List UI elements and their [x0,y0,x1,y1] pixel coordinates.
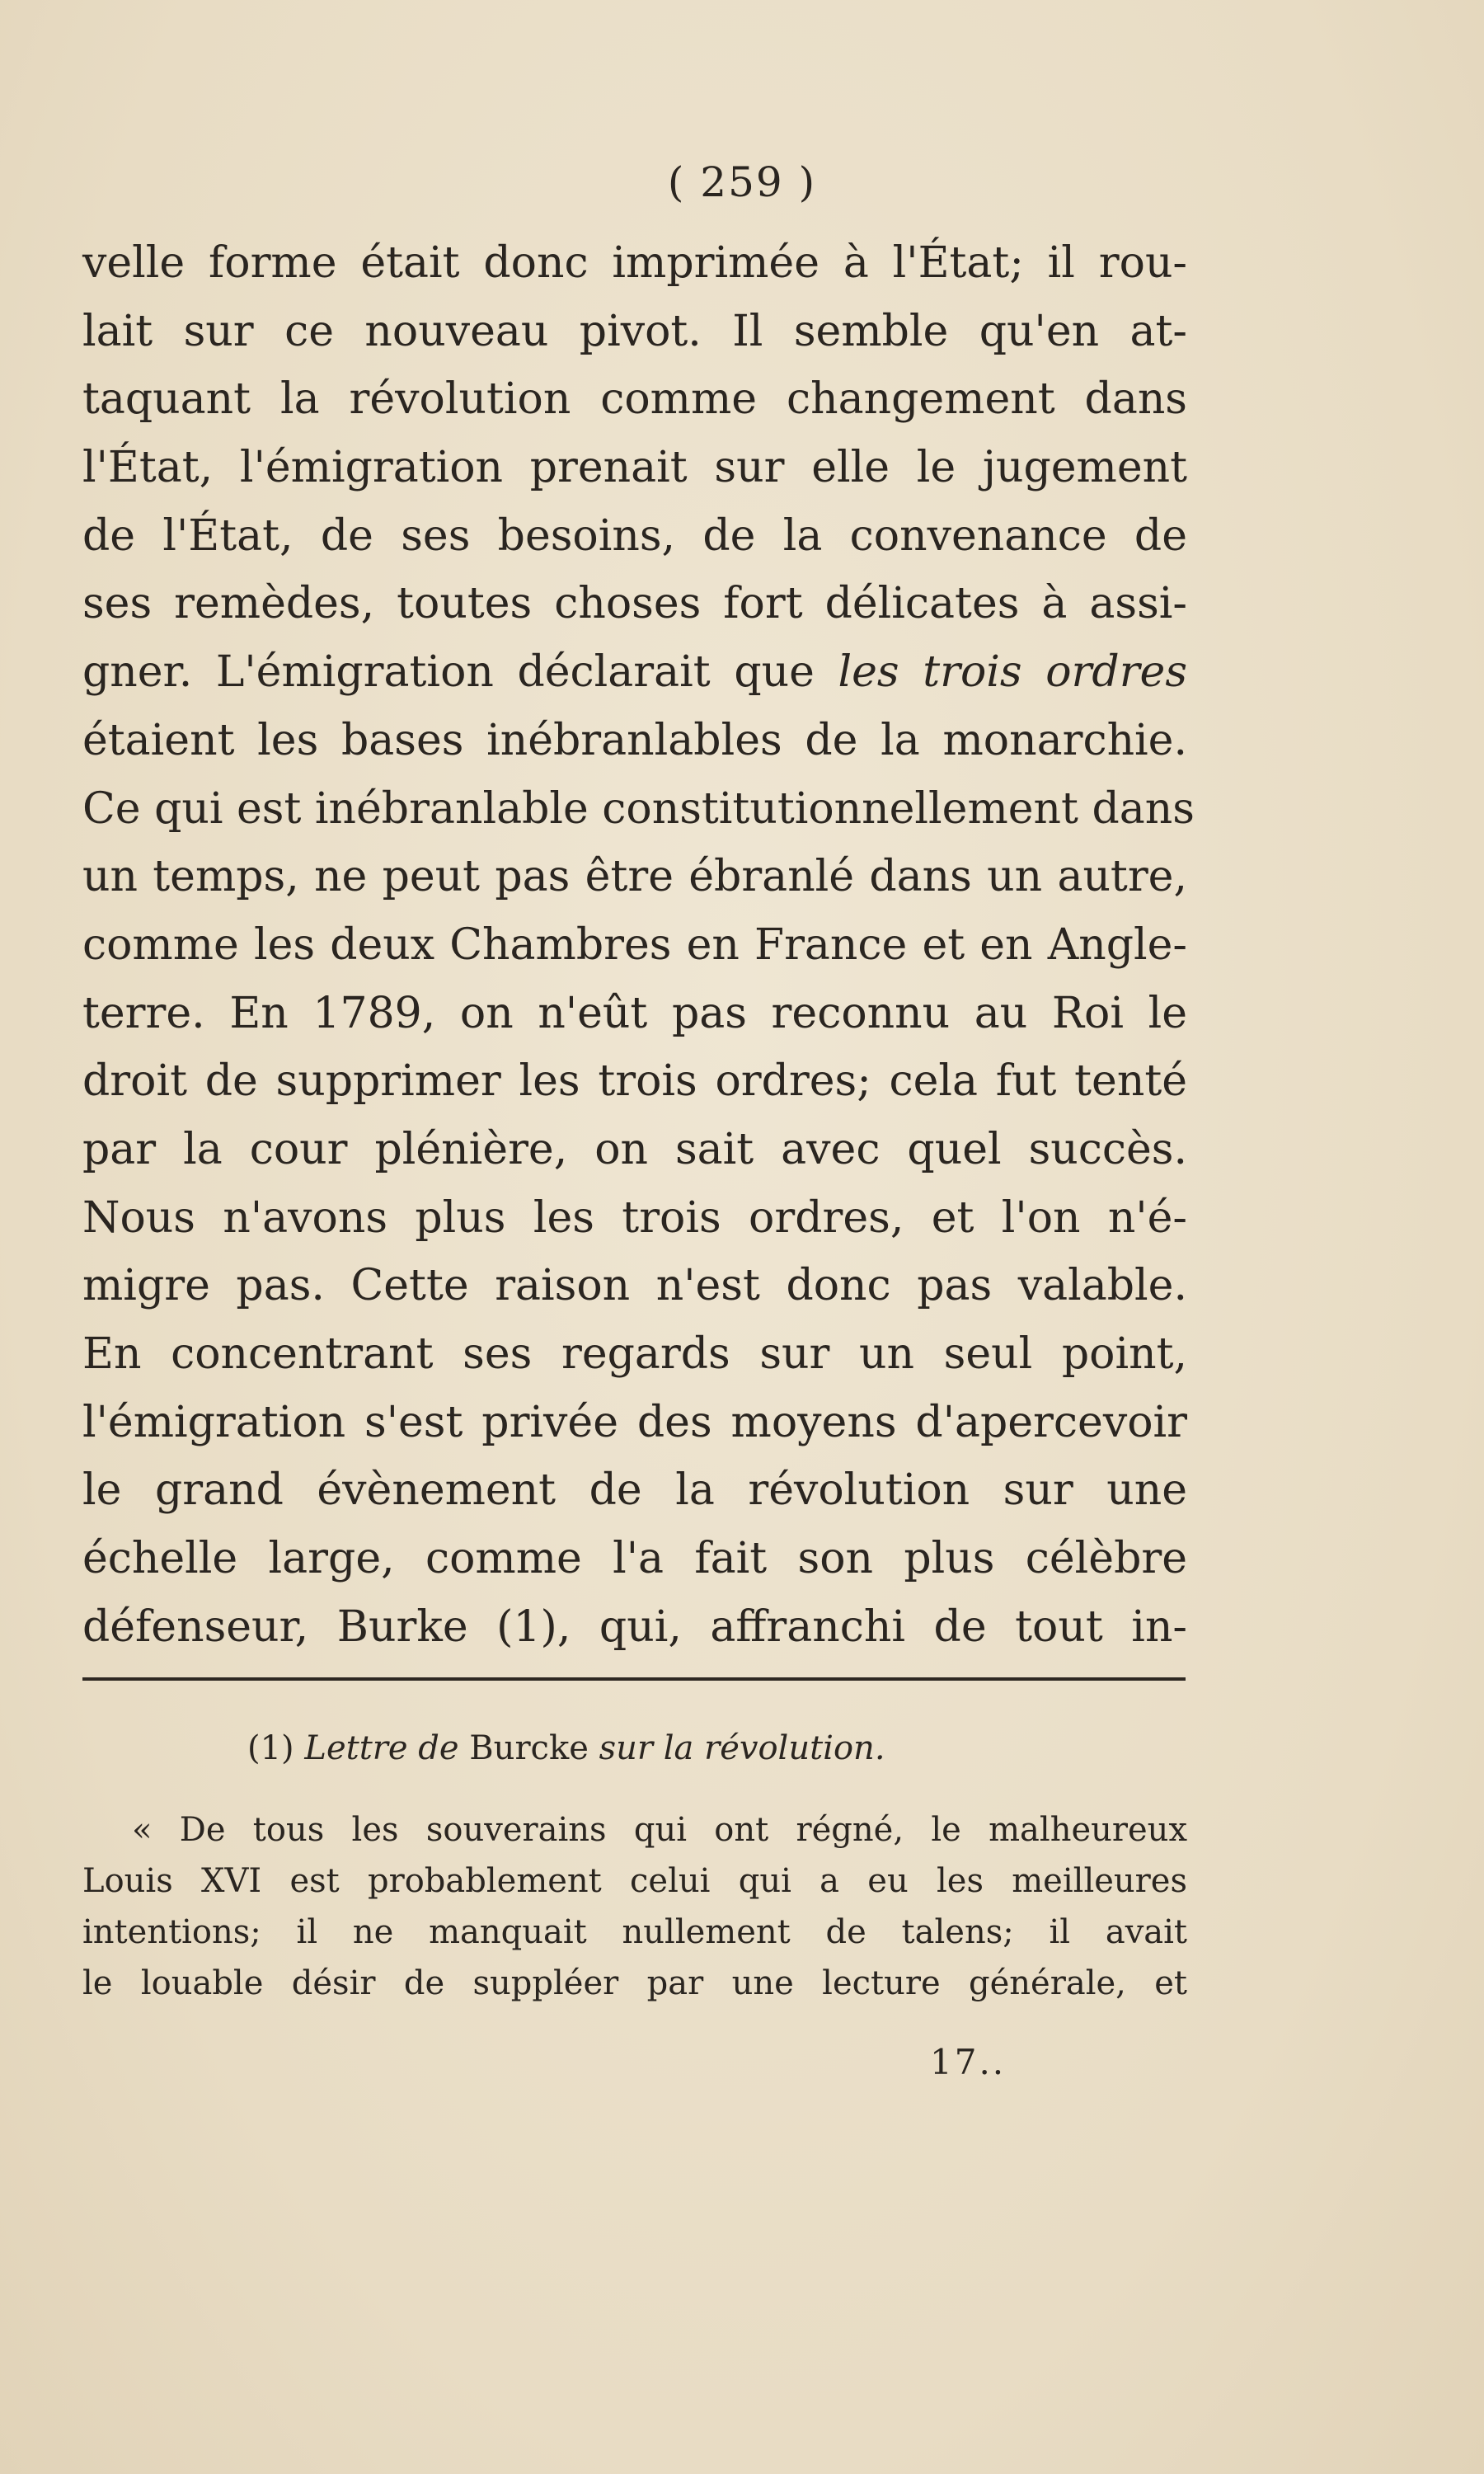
spacer [82,1781,1187,1804]
footnote-title-italic: Lettre de [304,1729,459,1767]
footnote-title-name: Burcke [469,1729,589,1767]
text-line: comme les deux Chambres en France et en Angle- [82,920,1187,970]
footnote-rule [82,1677,1186,1681]
text-line: le grand évènement de la révolution sur une [82,1465,1187,1516]
text-line: migre pas. Cette raison n'est donc pas valable. [82,1261,1187,1311]
text-line-with-italic [82,638,1187,707]
text-line: de l'État, de ses besoins, de la convenance de [82,510,1187,561]
footnote [82,1715,1187,2009]
text-line: étaient les bases inébranlables de la monarchie. [82,715,1187,765]
text-segment: gner. L'émigration déclarait que [82,647,815,698]
text-line: lait sur ce nouveau pivot. Il semble qu'en at- [82,306,1187,356]
page-number: ( 259 ) [667,158,817,206]
text-line: Ce qui est inébranlable constitutionnellement dans [82,783,1195,834]
text-line: ses remèdes, toutes choses fort délicates à assi- [82,579,1187,629]
footnote-line: intentions; il ne manquait nullement de talens; il avait [82,1913,1187,1951]
footnote-title [82,1715,1187,1781]
text-line: taquant la révolution comme changement dans [82,374,1187,425]
footnote-title-italic: sur la révolution. [599,1729,885,1767]
text-line: l'émigration s'est privée des moyens d'apercevoir [82,1397,1187,1447]
footnote-mark: (1) [247,1729,294,1767]
footnote-line: le louable désir de suppléer par une lecture générale, et [82,1964,1187,2002]
text-line: Nous n'avons plus les trois ordres, et l'on n'é- [82,1192,1187,1243]
footnote-line: « De tous les souverains qui ont régné, le malheureux [132,1811,1187,1849]
main-text [82,229,1195,1661]
text-line: défenseur, Burke (1), qui, affranchi de tout in- [82,1602,1187,1652]
text-line: par la cour plénière, on sait avec quel succès. [82,1124,1187,1174]
signature-catchword: 17.. [930,2042,1007,2082]
text-line: En concentrant ses regards sur un seul point, [82,1329,1187,1379]
footnote-line: Louis XVI est probablement celui qui a eu les meilleures [82,1862,1187,1900]
text-line: terre. En 1789, on n'eût pas reconnu au Roi le [82,988,1187,1038]
text-line: l'État, l'émigration prenait sur elle le jugement [82,443,1187,493]
italic-phrase: les trois ordres [838,647,1188,698]
text-line: échelle large, comme l'a fait son plus célèbre [82,1534,1187,1584]
text-line: un temps, ne peut pas être ébranlé dans un autre, [82,852,1187,902]
text-line: droit de supprimer les trois ordres; cela fut tenté [82,1056,1187,1107]
text-line: velle forme était donc imprimée à l'État; il rou- [82,238,1187,288]
